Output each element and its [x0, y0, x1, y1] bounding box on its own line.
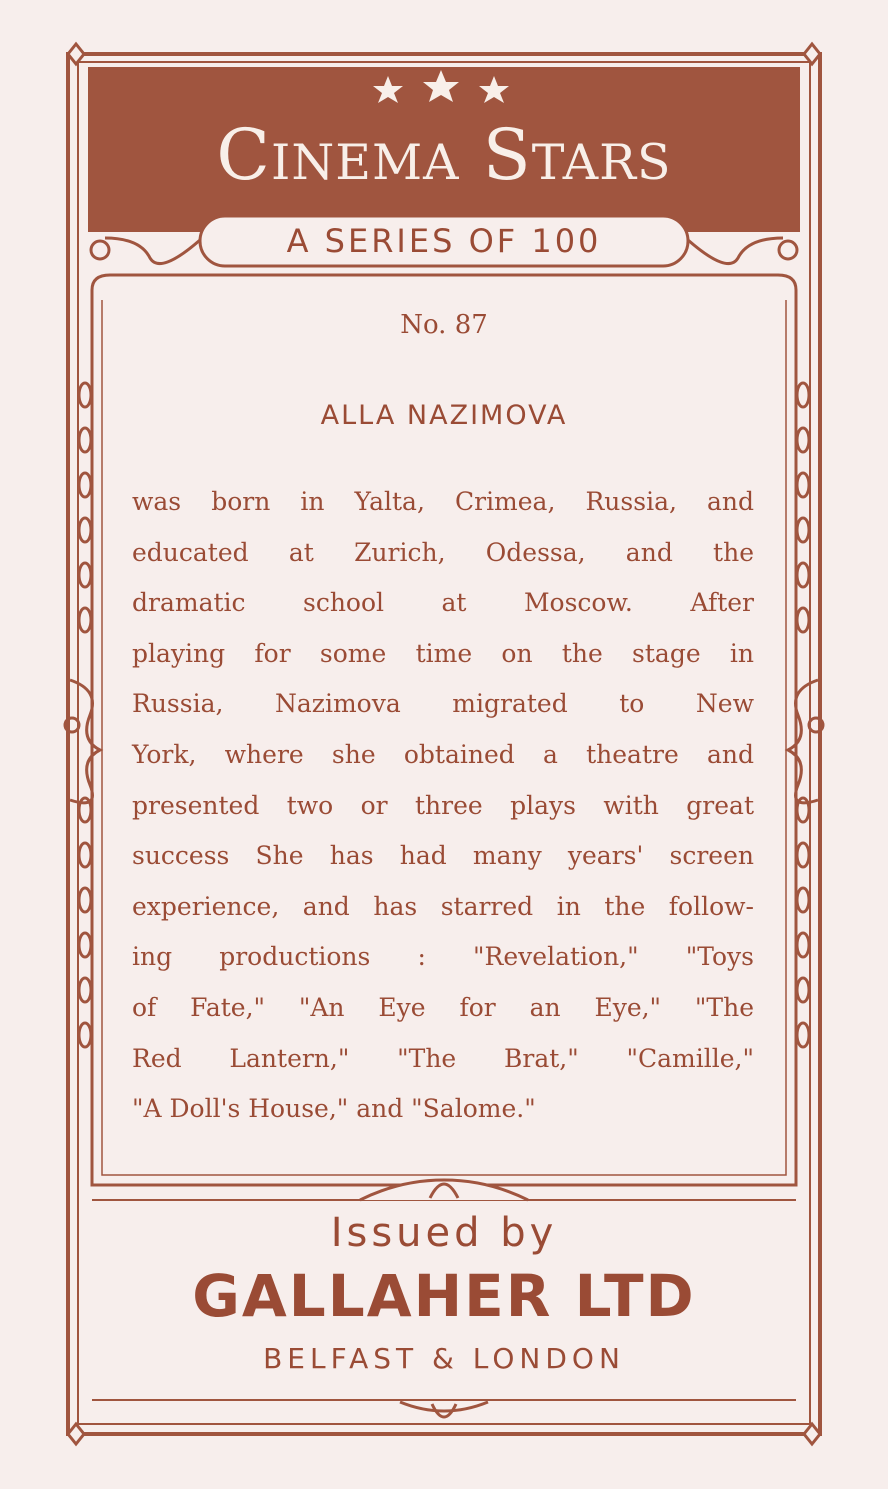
bio-line: of Fate," "An Eye for an Eye," "The [132, 992, 754, 1022]
bio-line: was born in Yalta, Crimea, Russia, and [132, 487, 754, 516]
star-name: ALLA NAZIMOVA [320, 400, 568, 431]
bio-line: educated at Zurich, Odessa, and the [132, 537, 754, 567]
bio-line: presented two or three plays with great [132, 790, 754, 820]
biography-text [132, 477, 754, 1135]
issued-by-label: Issued by [330, 1210, 558, 1256]
bio-line: "A Doll's House," and "Salome." [132, 1094, 536, 1124]
bio-line: experience, and has starred in the follow- [132, 891, 754, 921]
series-label: A SERIES OF 100 [286, 222, 602, 260]
bio-line: dramatic school at Moscow. After [132, 588, 754, 618]
bio-line: playing for some time on the stage in [132, 638, 754, 668]
bio-line: ing productions : "Revelation," "Toys [132, 942, 754, 972]
bio-line: York, where she obtained a theatre and [132, 739, 754, 769]
card-title: Cinema Stars [216, 114, 672, 196]
company-name: GALLAHER LTD [192, 1262, 696, 1330]
company-cities: BELFAST & LONDON [263, 1342, 625, 1375]
bio-line: success She has had many years' screen [132, 841, 754, 871]
bio-line: Russia, Nazimova migrated to New [132, 689, 754, 719]
bio-line: Red Lantern," "The Brat," "Camille," [132, 1043, 754, 1073]
card-number: No. 87 [400, 310, 488, 340]
